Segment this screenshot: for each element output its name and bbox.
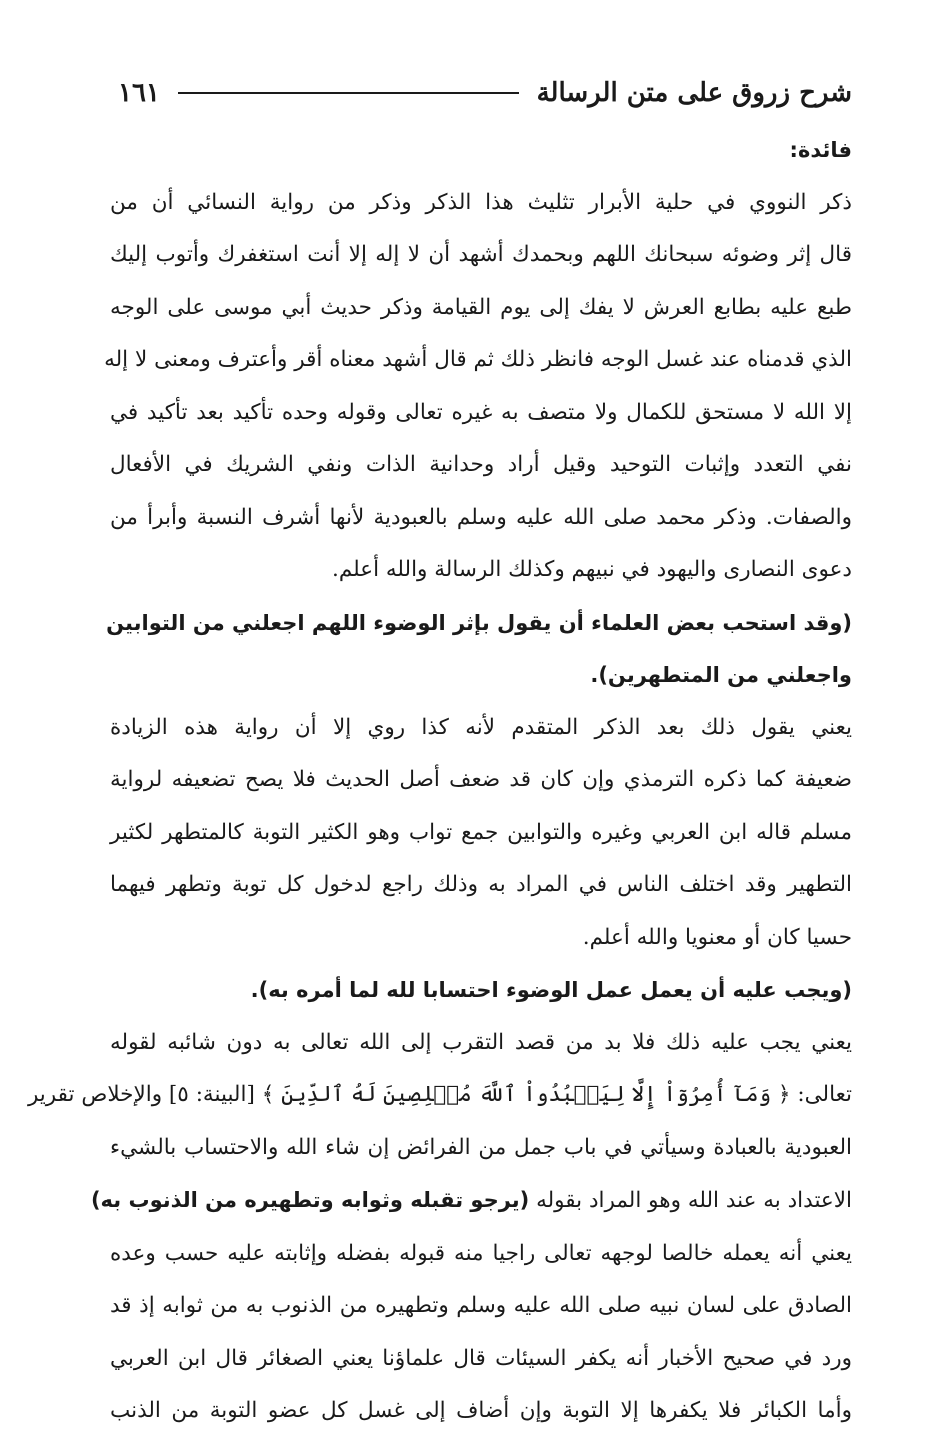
text-line-with-quote bbox=[90, 1174, 852, 1228]
text-line: قال إثر وضوئه سبحانك اللهم وبحمدك أشهد أن لا إله إلا أنت استغفرك وأتوب إليك bbox=[110, 242, 852, 267]
page-number: ١٦١ bbox=[118, 78, 160, 108]
text-line: ذكر النووي في حلية الأبرار تثليث هذا الذكر وذكر من رواية النسائي أن من bbox=[110, 189, 852, 215]
text-fragment: الاعتداد به عند الله وهو المراد بقوله bbox=[529, 1188, 852, 1213]
text-line: الصادق على لسان نبيه صلى الله عليه وسلم وتطهيره من الذنوب به من ثوابه إذ قد bbox=[110, 1293, 852, 1318]
commentary-1 bbox=[110, 702, 852, 965]
page-header bbox=[118, 68, 852, 118]
text-line: ورد في صحيح الأخبار أنه يكفر السيئات قال علماؤنا يعني الصغائر قال ابن العربي bbox=[110, 1345, 852, 1371]
benefit-title: فائدة: bbox=[789, 138, 852, 162]
header-rule bbox=[178, 92, 519, 94]
text-line: مسلم قاله ابن العربي وغيره والتوابين جمع تواب وهو الكثير التوبة كالمتطهر لكثير bbox=[110, 819, 852, 845]
text-line: التطهير وقد اختلف الناس في المراد به وذلك راجع لدخول كل توبة وتطهر فيهما bbox=[110, 872, 852, 897]
quote-line: واجعلني من المتطهرين). bbox=[590, 663, 852, 687]
text-line: يعني يجب عليه ذلك فلا بد من قصد التقرب إلى الله تعالى به دون شائبه لقوله bbox=[110, 1029, 852, 1055]
text-line-with-verse bbox=[27, 1069, 852, 1122]
text-line: الذي قدمناه عند غسل الوجه فانظر ذلك ثم قال أشهد معناه أقر وأعترف ومعنى لا إله bbox=[104, 347, 852, 372]
matn-inline-quote: (يرجو تقبله وثوابه وتطهيره من الذنوب به) bbox=[90, 1188, 530, 1212]
text-line: يعني أنه يعمله خالصا لوجهه تعالى راجيا منه قبوله بفضله وإثابته عليه حسب وعده bbox=[110, 1240, 852, 1266]
text-line: يعني يقول ذلك بعد الذكر المتقدم لأنه كذا روي إلا أن رواية هذه الزيادة bbox=[110, 714, 852, 740]
text-line: نفي التعدد وإثبات التوحيد وقيل أراد وحدانية الذات ونفي الشريك في الأفعال bbox=[110, 452, 852, 477]
text-line: والصفات. وذكر محمد صلى الله عليه وسلم بالعبودية لأنها أشرف النسبة وأبرأ من bbox=[110, 504, 852, 530]
quote-line: (وقد استحب بعض العلماء أن يقول بإثر الوضوء اللهم اجعلني من التوابين bbox=[106, 610, 852, 635]
text-line: ضعيفة كما ذكره الترمذي وإن كان قد ضعف أصل الحديث فلا يصح تضعيفه لرواية bbox=[110, 767, 852, 792]
running-title: شرح زروق على متن الرسالة bbox=[536, 78, 852, 108]
matn-quote-2 bbox=[110, 964, 852, 1017]
verse-intro: تعالى: bbox=[790, 1082, 852, 1107]
text-line: إلا الله لا مستحق للكمال ولا متصف به غيره تعالى وقوله وحده تأكيد بعد تأكيد في bbox=[110, 399, 852, 425]
text-line: حسيا كان أو معنويا والله أعلم. bbox=[582, 924, 852, 950]
text-line: العبودية بالعبادة وسيأتي في باب جمل من الفرائض إن شاء الله والاحتساب بالشيء bbox=[110, 1134, 852, 1160]
text-line: طبع عليه بطابع العرش لا يفك إلى يوم القيامة وذكر حديث أبي موسى على الوجه bbox=[110, 294, 852, 320]
verse-reference: [البينة: ٥] والإخلاص تقرير bbox=[27, 1082, 262, 1107]
benefit-section bbox=[104, 124, 852, 597]
commentary-2 bbox=[27, 1017, 852, 1438]
body-text bbox=[27, 124, 852, 1438]
matn-quote-1 bbox=[106, 597, 852, 702]
text-line: وأما الكبائر فلا يكفرها إلا التوبة وإن أضاف إلى غسل كل عضو التوبة من الذنب bbox=[110, 1398, 852, 1423]
quran-verse: ﴿ وَمَآ أُمِرُوٓاْ إِلَّا لِيَعۡبُدُواْ ٱللَّهَ مُخۡلِصِينَ لَهُ ٱلدِّينَ ﴾ bbox=[261, 1082, 791, 1107]
quote-line: (ويجب عليه أن يعمل عمل الوضوء احتسابا لله لما أمره به). bbox=[250, 978, 852, 1002]
text-line: دعوى النصارى واليهود في نبيهم وكذلك الرسالة والله أعلم. bbox=[331, 557, 852, 582]
